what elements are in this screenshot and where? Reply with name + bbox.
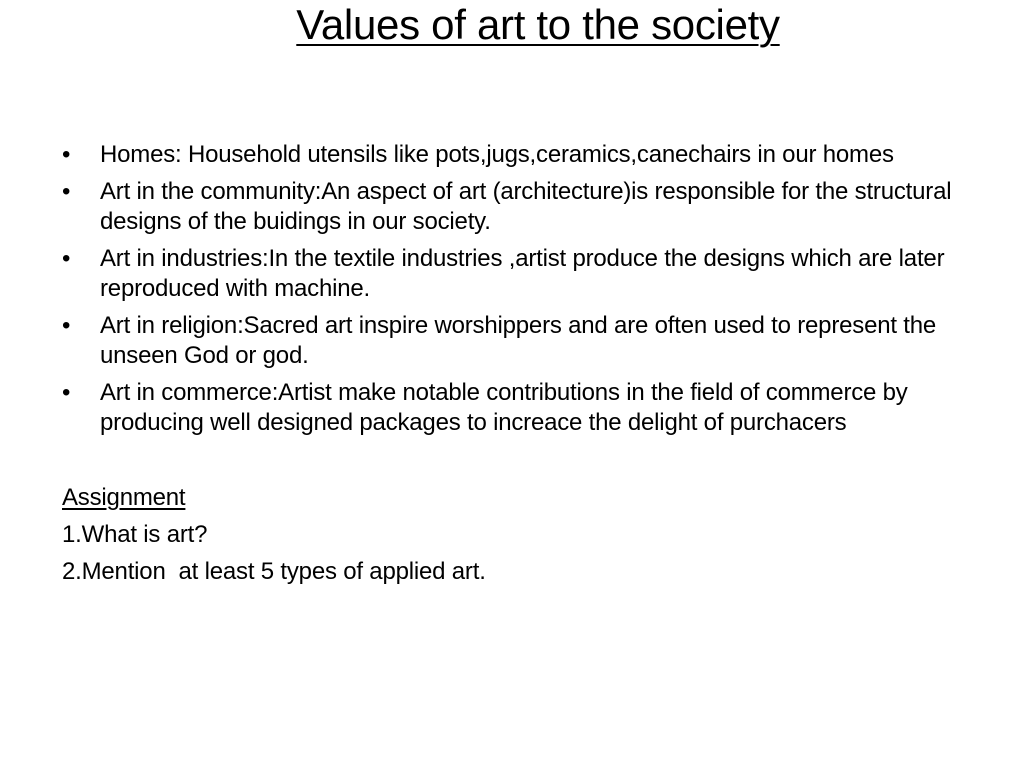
bullet-icon: • bbox=[62, 141, 71, 168]
slide-body bbox=[62, 140, 972, 594]
bullet-item bbox=[62, 378, 972, 438]
bullet-item bbox=[62, 311, 972, 371]
assignment-question: 1.What is art? bbox=[62, 521, 208, 548]
bullet-item bbox=[62, 177, 972, 237]
assignment-section bbox=[62, 483, 972, 587]
bullet-text: Homes: Household utensils like pots,jugs,ceramics,canechairs in our homes bbox=[100, 141, 894, 168]
bullet-text: Art in religion:Sacred art inspire worshippers and are often used to represent the unseen God or god. bbox=[100, 312, 937, 369]
bullet-list bbox=[62, 140, 972, 438]
bullet-icon: • bbox=[62, 245, 71, 272]
bullet-icon: • bbox=[62, 379, 71, 406]
bullet-item bbox=[62, 244, 972, 304]
bullet-item bbox=[62, 140, 972, 170]
bullet-text: Art in industries:In the textile industries ,artist produce the designs which are later reproduced with machine. bbox=[100, 245, 945, 302]
bullet-icon: • bbox=[62, 312, 71, 339]
assignment-question: 2.Mention at least 5 types of applied art. bbox=[62, 558, 486, 585]
assignment-heading: Assignment bbox=[62, 484, 186, 511]
bullet-text: Art in commerce:Artist make notable contributions in the field of commerce by producing well designed packages to increace the delight of purchacers bbox=[100, 379, 908, 436]
slide-title: Values of art to the society bbox=[296, 1, 780, 48]
bullet-icon: • bbox=[62, 178, 71, 205]
bullet-text: Art in the community:An aspect of art (architecture)is responsible for the structural designs of the buidings in our society. bbox=[100, 178, 952, 235]
